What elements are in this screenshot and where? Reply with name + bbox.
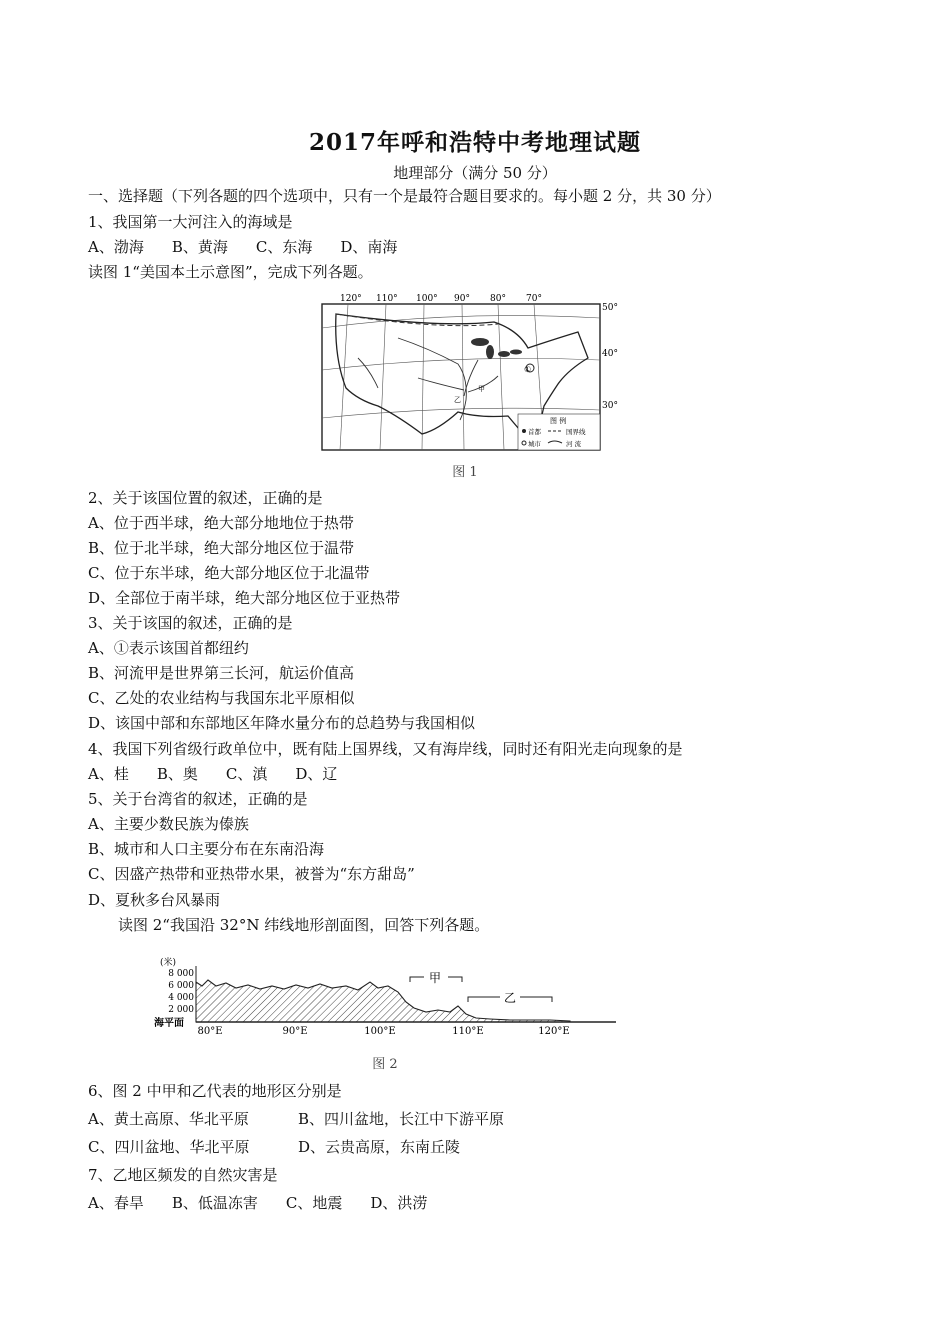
profile-unit: (米) [160, 958, 177, 968]
svg-text:110°E: 110°E [452, 1026, 484, 1037]
q6-option-b: B、四川盆地，长江中下游平原 [298, 1110, 505, 1128]
svg-text:80°: 80° [490, 294, 506, 304]
q6-option-d: D、云贵高原，东南丘陵 [298, 1138, 461, 1156]
q7-option-d: D、洪涝 [370, 1194, 428, 1212]
q1-option-c: C、东海 [255, 238, 313, 256]
svg-text:4 000: 4 000 [168, 993, 194, 1003]
figure-2-caption: 图 2 [372, 1057, 398, 1072]
longitude-labels [340, 294, 542, 304]
q2-stem: 2、关于该国位置的叙述，正确的是 [88, 489, 323, 507]
svg-text:50°: 50° [602, 303, 618, 313]
q7-option-b: B、低温冻害 [171, 1194, 258, 1212]
q5-option-a: A、主要少数民族为傣族 [88, 815, 249, 833]
q6-options-row1 [88, 1109, 504, 1129]
profile-label-yi: 乙 [504, 991, 517, 1005]
q2-option-c: C、位于东半球，绝大部分地区位于北温带 [88, 564, 370, 582]
svg-text:100°: 100° [416, 294, 438, 304]
q4-option-c: C、滇 [225, 765, 268, 783]
q3-option-a: A、①表示该国首都纽约 [88, 639, 249, 657]
svg-text:120°: 120° [340, 294, 362, 304]
svg-text:80°E: 80°E [197, 1026, 223, 1037]
figure-1-caption: 图 1 [452, 465, 478, 480]
page-title: 2017年呼和浩特中考地理试题 [308, 129, 641, 156]
svg-text:110°: 110° [376, 294, 398, 304]
us-map-figure [318, 288, 618, 458]
q4-options [88, 764, 365, 784]
q5-option-b: B、城市和人口主要分布在东南沿海 [88, 840, 325, 858]
svg-text:90°: 90° [454, 294, 470, 304]
svg-text:6 000: 6 000 [168, 981, 194, 991]
q5-option-c: C、因盛产热带和亚热带水果，被誉为“东方甜岛” [88, 865, 415, 883]
svg-text:国界线: 国界线 [566, 428, 586, 436]
q4-stem: 4、我国下列省级行政单位中，既有陆上国界线，又有海岸线，同时还有阳光走向现象的是 [88, 740, 683, 758]
q5-stem: 5、关于台湾省的叙述，正确的是 [88, 790, 308, 808]
q3-option-b: B、河流甲是世界第三长河，航运价值高 [88, 664, 355, 682]
q6-stem: 6、图 2 中甲和乙代表的地形区分别是 [88, 1082, 342, 1100]
svg-text:2 000: 2 000 [168, 1005, 194, 1015]
read-figure-2: 读图 2“我国沿 32°N 纬线地形剖面图，回答下列各题。 [118, 916, 490, 934]
marker-jia: 甲 [478, 385, 485, 393]
q1-stem: 1、我国第一大河注入的海域是 [88, 213, 293, 231]
svg-text:70°: 70° [526, 294, 542, 304]
svg-text:城市: 城市 [528, 440, 541, 448]
q7-option-c: C、地震 [285, 1194, 343, 1212]
q6-options-row2 [88, 1137, 460, 1157]
svg-text:30°: 30° [602, 401, 618, 411]
svg-text:90°E: 90°E [282, 1026, 308, 1037]
q1-option-a: A、渤海 [88, 238, 144, 256]
q6-option-c: C、四川盆地、华北平原 [88, 1138, 250, 1156]
page-subtitle: 地理部分（满分 50 分） [393, 164, 557, 182]
q6-option-a: A、黄土高原、华北平原 [88, 1110, 249, 1128]
q1-option-d: D、南海 [340, 238, 398, 256]
profile-x-ticks [197, 1026, 569, 1037]
marker-1: ① [524, 365, 532, 374]
profile-label-jia: 甲 [429, 971, 442, 985]
map-legend [518, 414, 600, 450]
svg-text:8 000: 8 000 [168, 969, 194, 979]
svg-text:100°E: 100°E [364, 1026, 396, 1037]
svg-text:图 例: 图 例 [550, 417, 567, 425]
q1-options [88, 237, 425, 257]
section-heading: 一、选择题（下列各题的四个选项中，只有一个是最符合题目要求的。每小题 2 分，共 30 分） [88, 187, 721, 205]
svg-text:40°: 40° [602, 349, 618, 359]
marker-yi: 乙 [454, 396, 461, 404]
q3-option-d: D、该国中部和东部地区年降水量分布的总趋势与我国相似 [88, 714, 476, 732]
svg-text:120°E: 120°E [538, 1026, 570, 1037]
q1-option-b: B、黄海 [171, 238, 228, 256]
q7-options [88, 1193, 455, 1213]
q4-option-d: D、辽 [295, 765, 338, 783]
q3-stem: 3、关于该国的叙述，正确的是 [88, 614, 293, 632]
q2-option-d: D、全部位于南半球，绝大部分地区位于亚热带 [88, 589, 401, 607]
read-figure-1: 读图 1“美国本土示意图”，完成下列各题。 [88, 263, 373, 281]
q7-stem: 7、乙地区频发的自然灾害是 [88, 1166, 278, 1184]
q2-option-b: B、位于北半球，绝大部分地区位于温带 [88, 539, 355, 557]
terrain-profile-figure [150, 952, 620, 1042]
q2-option-a: A、位于西半球，绝大部分地地位于热带 [88, 514, 354, 532]
sea-level-label: 海平面 [154, 1018, 184, 1029]
profile-y-ticks [168, 969, 194, 1015]
q4-option-a: A、桂 [88, 765, 129, 783]
q4-option-b: B、奥 [156, 765, 198, 783]
q5-option-d: D、夏秋多台风暴雨 [88, 891, 221, 909]
svg-text:河 流: 河 流 [566, 440, 582, 448]
q7-option-a: A、春旱 [88, 1194, 144, 1212]
svg-text:首都: 首都 [528, 428, 541, 436]
q3-option-c: C、乙处的农业结构与我国东北平原相似 [88, 689, 355, 707]
latitude-labels [602, 303, 618, 411]
